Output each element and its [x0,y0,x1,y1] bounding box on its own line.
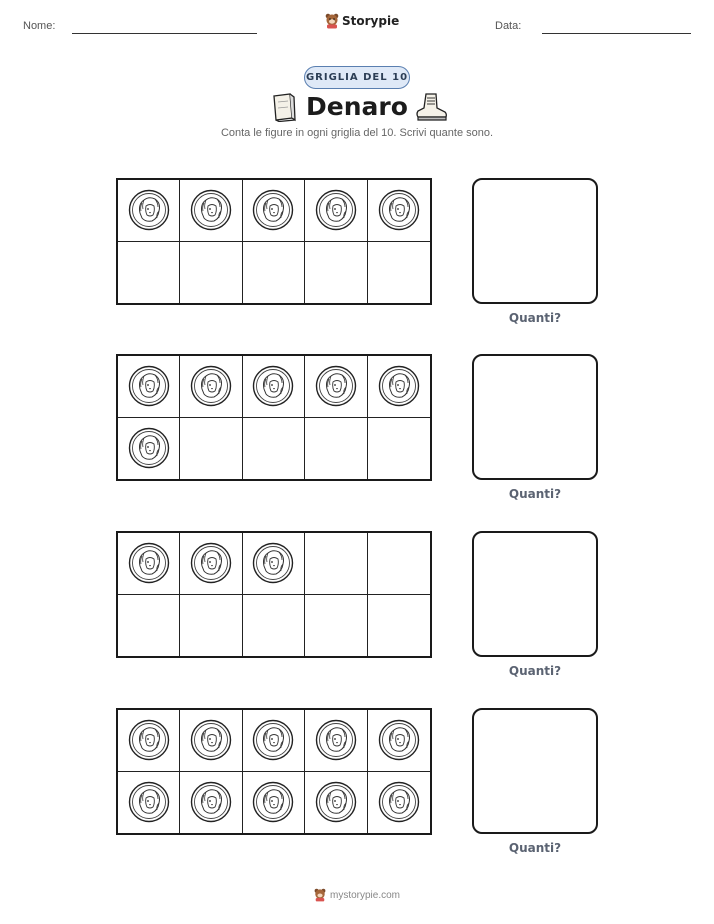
lion-coin-icon [128,189,170,231]
frame-cell [243,242,305,304]
lion-coin-icon [252,719,294,761]
footer-url: mystorypie.com [329,889,400,901]
brand-logo [325,13,399,29]
lion-coin-icon [315,781,357,823]
frame-cell [368,710,430,772]
frame-cell [118,772,180,834]
frame-cell [180,595,242,657]
frame-cell [368,418,430,480]
frame-cell [180,533,242,595]
frame-cell [118,356,180,418]
answer-label: Quanti? [508,311,562,325]
frame-cell [305,595,367,657]
frame-cell [243,710,305,772]
frame-cell [180,356,242,418]
frame-cell [118,180,180,242]
lion-coin-icon [378,365,420,407]
ten-frame [116,354,432,481]
frame-cell [368,772,430,834]
brand-name: Storypie [342,14,400,28]
lion-coin-icon [378,189,420,231]
frame-cell [180,180,242,242]
date-label: Data: [495,20,522,32]
frame-cell [305,772,367,834]
lion-coin-icon [252,189,294,231]
lion-coin-icon [315,365,357,407]
frame-cell [368,533,430,595]
frame-cell [243,595,305,657]
frame-cell [180,772,242,834]
category-badge: GRIGLIA DEL 10 [304,66,410,89]
name-label: Nome: [23,20,56,32]
date-line[interactable] [542,33,691,34]
lion-coin-icon [128,719,170,761]
frame-cell [305,242,367,304]
answer-label: Quanti? [508,664,562,678]
lion-coin-icon [378,781,420,823]
frame-cell [180,242,242,304]
lion-coin-icon [315,719,357,761]
lion-coin-icon [128,542,170,584]
lion-coin-icon [190,719,232,761]
lion-coin-icon [252,365,294,407]
frame-cell [180,710,242,772]
answer-label: Quanti? [508,841,562,855]
frame-cell [368,242,430,304]
answer-box[interactable] [472,531,598,657]
lion-coin-icon [190,781,232,823]
ten-frame [116,178,432,305]
frame-cell [368,356,430,418]
frame-cell [305,533,367,595]
lion-coin-icon [128,781,170,823]
footer [0,888,714,902]
lion-coin-icon [190,365,232,407]
lion-coin-icon [315,189,357,231]
frame-cell [368,180,430,242]
frame-cell [305,356,367,418]
answer-box[interactable] [472,178,598,304]
answer-label: Quanti? [508,487,562,501]
instructions: Conta le figure in ogni griglia del 10. Scrivi quante sono. [220,127,494,139]
frame-cell [243,356,305,418]
frame-cell [305,710,367,772]
frame-cell [118,710,180,772]
answer-box[interactable] [472,708,598,834]
bear-logo-icon [325,13,339,29]
lion-coin-icon [252,781,294,823]
frame-cell [118,242,180,304]
answer-box[interactable] [472,354,598,480]
ten-frame [116,531,432,658]
frame-cell [118,533,180,595]
frame-cell [118,595,180,657]
boot-icon [414,92,448,122]
name-line[interactable] [72,33,257,34]
frame-cell [305,418,367,480]
frame-cell [243,772,305,834]
frame-cell [243,418,305,480]
lion-coin-icon [128,427,170,469]
lion-coin-icon [378,719,420,761]
ten-frame [116,708,432,835]
frame-cell [118,418,180,480]
bear-logo-icon [314,888,326,902]
frame-cell [305,180,367,242]
frame-cell [243,180,305,242]
frame-cell [180,418,242,480]
lion-coin-icon [190,189,232,231]
frame-cell [243,533,305,595]
page-title: Denaro [306,92,408,121]
lion-coin-icon [190,542,232,584]
lion-coin-icon [128,365,170,407]
lion-coin-icon [252,542,294,584]
frame-cell [368,595,430,657]
